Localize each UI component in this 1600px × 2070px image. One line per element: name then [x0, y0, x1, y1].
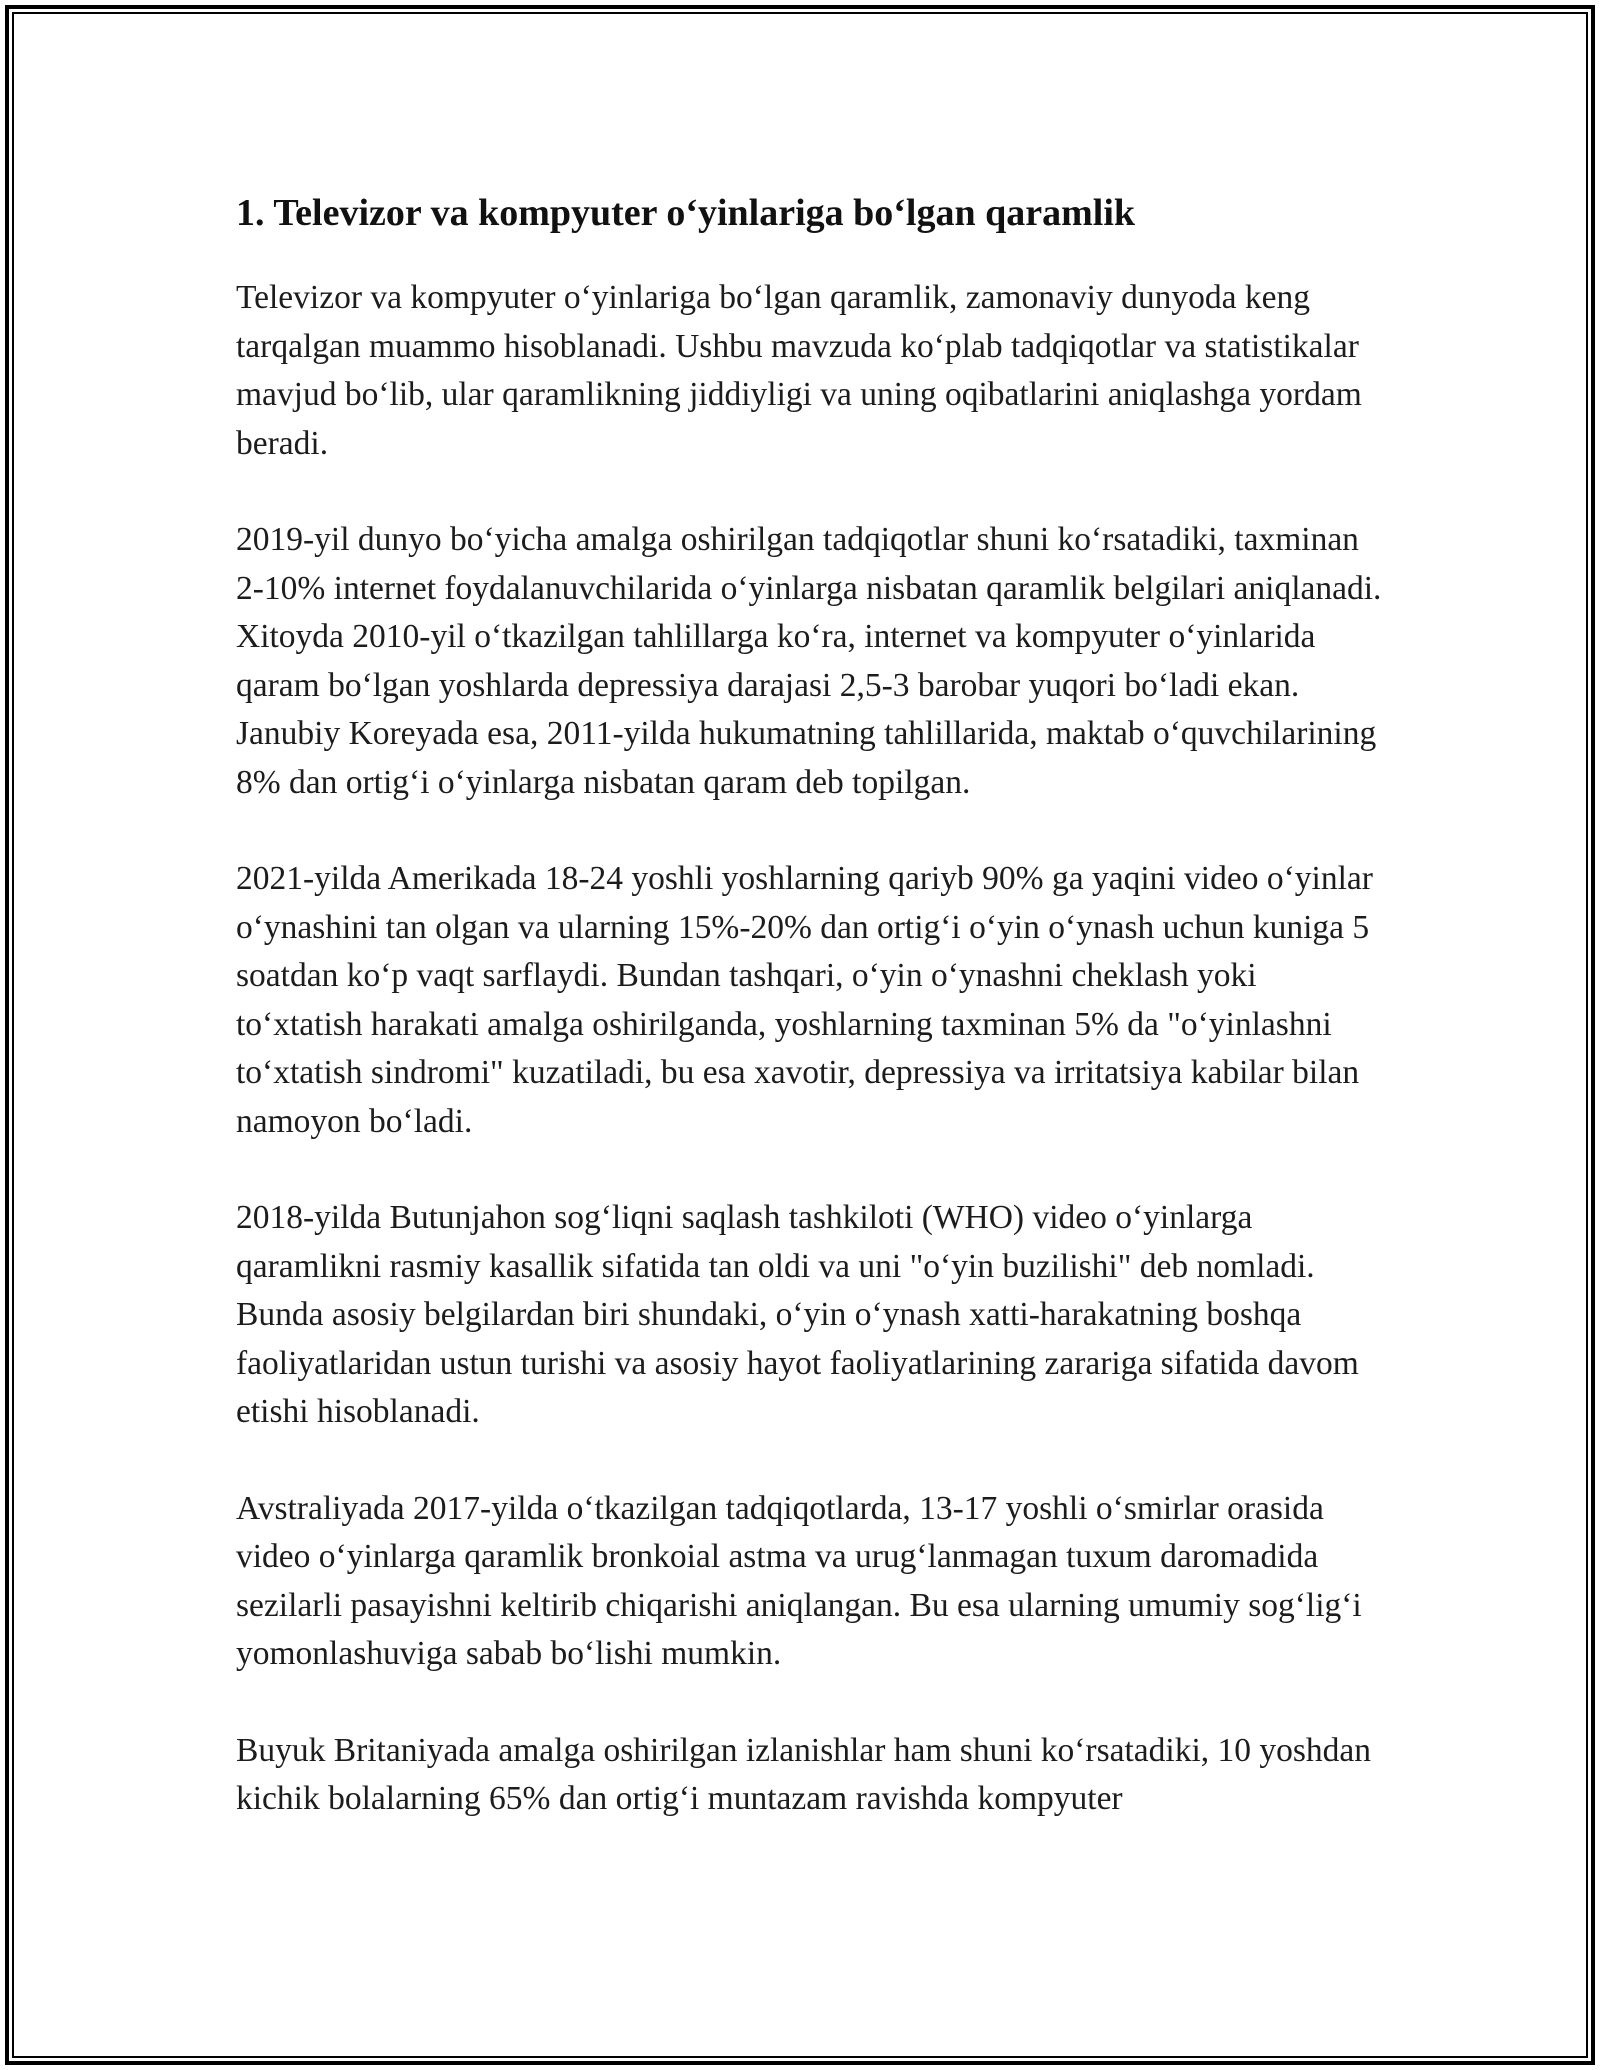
paragraph: 2021-yilda Amerikada 18-24 yoshli yoshlarning qariyb 90% ga yaqini video o‘yinlar o‘ynashini tan olgan va ularning 15%-20% dan ortig‘i o‘yin o‘ynash uchun kuniga 5 soatdan ko‘p vaqt sarflaydi. Bundan tashqari, o‘yin o‘ynashni cheklash yoki to‘xtatish harakati amalga oshirilganda, yoshlarning taxminan 5% da "o‘yinlashni to‘xtatish sindromi" kuzatiladi, bu esa xavotir, depressiya va irritatsiya kabilar bilan namoyon bo‘ladi.: [236, 860, 1373, 1140]
paragraph: 2018-yilda Butunjahon sog‘liqni saqlash tashkiloti (WHO) video o‘yinlarga qaramlikni rasmiy kasallik sifatida tan oldi va uni "o‘yin buzilishi" deb nomladi. Bunda asosiy belgilardan biri shundaki, o‘yin o‘ynash xatti-harakatning boshqa faoliyatlaridan ustun turishi va asosiy hayot faoliyatlarining zarariga sifatida davom etishi hisoblanadi.: [236, 1199, 1359, 1430]
paragraph: Televizor va kompyuter o‘yinlariga bo‘lgan qaramlik, zamonaviy dunyoda keng tarqalgan muammo hisoblanadi. Ushbu mavzuda ko‘plab tadqiqotlar va statistikalar mavjud bo‘lib, ular qaramlikning jiddiyligi va uning oqibatlarini aniqlashga yordam beradi.: [236, 279, 1362, 462]
paragraph: Buyuk Britaniyada amalga oshirilgan izlanishlar ham shuni ko‘rsatadiki, 10 yoshdan kichik bolalarning 65% dan ortig‘i muntazam ravishda kompyuter: [236, 1731, 1372, 1817]
section-heading: 1. Televizor va kompyuter o‘yinlariga bo‘lgan qaramlik: [236, 192, 1136, 234]
paragraph: 2019-yil dunyo bo‘yicha amalga oshirilgan tadqiqotlar shuni ko‘rsatadiki, taxminan 2-10% internet foydalanuvchilarida o‘yinlarga nisbatan qaramlik belgilari aniqlanadi. Xitoyda 2010-yil o‘tkazilgan tahlillarga ko‘ra, internet va kompyuter o‘yinlarida qaram bo‘lgan yoshlarda depressiya darajasi 2,5-3 barobar yuqori bo‘ladi ekan. Janubiy Koreyada esa, 2011-yilda hukumatning tahlillarida, maktab o‘quvchilarining 8% dan ortig‘i o‘yinlarga nisbatan qaram deb topilgan.: [236, 521, 1382, 801]
paragraph: Avstraliyada 2017-yilda o‘tkazilgan tadqiqotlarda, 13-17 yoshli o‘smirlar orasida video o‘yinlarga qaramlik bronkoial astma va urug‘lanmagan tuxum daromadida sezilarli pasayishni keltirib chiqarishi aniqlangan. Bu esa ularning umumiy sog‘lig‘i yomonlashuviga sabab bo‘lishi mumkin.: [236, 1489, 1362, 1672]
document-content: [236, 186, 1386, 1872]
